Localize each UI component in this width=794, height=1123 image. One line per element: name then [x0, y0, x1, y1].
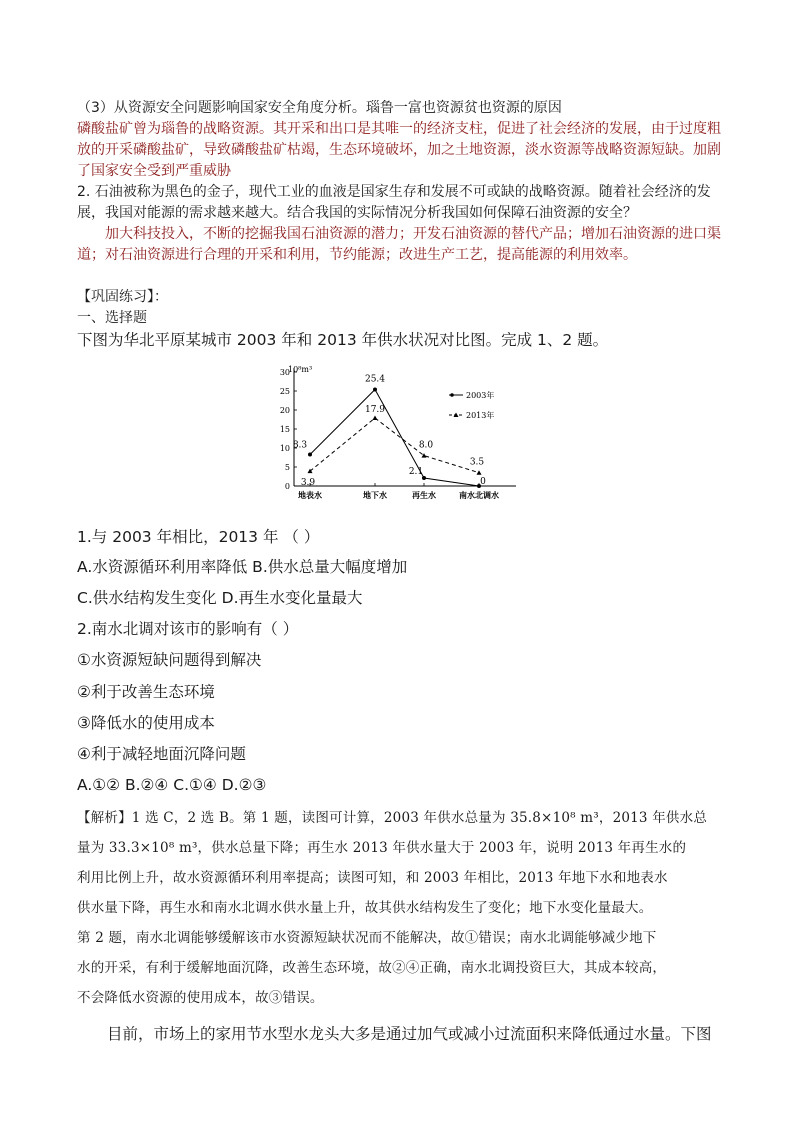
data-label: 25.4	[364, 374, 386, 385]
analysis-line-6: 水的开采，有利于缓解地面沉降，改善生态环境，故②④正确，南水北调投资巨大，其成本较高，	[77, 960, 667, 976]
y-tick-label: 25	[279, 387, 290, 396]
analysis-line-7: 不会降低水资源的使用成本，故③错误。	[77, 990, 324, 1006]
closing-paragraph: 目前，市场上的家用节水型水龙头大多是通过加气或减小过流面积来降低通过水量。下图	[107, 1025, 712, 1043]
data-point-2003	[373, 387, 377, 391]
y-tick-label: 15	[279, 425, 290, 434]
q1-stem: 1.与 2003 年相比，2013 年 （ ）	[77, 528, 320, 546]
section3-answer-line-1: 磷酸盐矿曾为瑙鲁的战略资源。其开采和出口是其唯一的经济支柱，促进了社会经济的发展，由于过度粗	[77, 121, 721, 137]
legend-label: 2003年	[466, 391, 495, 400]
series-line-2013年	[310, 418, 479, 473]
section3-question: （3）从资源安全问题影响国家安全角度分析。瑙鲁一富也资源贫也资源的原因	[77, 100, 562, 116]
y-tick-label: 30	[279, 368, 290, 377]
y-tick-label: 20	[279, 406, 290, 415]
q2-answer-line-1: 加大科技投入，不断的挖掘我国石油资源的潜力；开发石油资源的替代产品；增加石油资源的进口渠	[105, 226, 721, 242]
data-point-2013	[477, 470, 482, 475]
q2-line-2: 展，我国对能源的需求越来越大。结合我国的实际情况分析我国如何保障石油资源的安全？	[77, 205, 637, 221]
q1-options-cd: C.供水结构发生变化 D.再生水变化量最大	[77, 589, 363, 607]
analysis-line-1: 【解析】1 选 C，2 选 B。第 1 题，读图可计算，2003 年供水总量为 35.8×10⁸ m³，2013 年供水总	[77, 810, 708, 826]
chart-intro: 下图为华北平原某城市 2003 年和 2013 年供水状况对比图。完成 1、2 题。	[77, 331, 609, 349]
x-category-label: 地下水	[363, 490, 387, 500]
q2-item-3: ③降低水的使用成本	[77, 714, 215, 732]
x-category-label: 南水北调水	[459, 490, 499, 500]
y-tick-label: 5	[284, 463, 290, 472]
data-label: 3.5	[469, 457, 485, 468]
q2-line-1: 2. 石油被称为黑色的金子，现代工业的血液是国家生存和发展不可或缺的战略资源。随着社会经济的发	[77, 184, 711, 200]
data-label: 8.3	[292, 440, 308, 451]
q2-options: A.①② B.②④ C.①④ D.②③	[77, 776, 267, 794]
analysis-line-5: 第 2 题，南水北调能够缓解该市水资源短缺状况而不能解决，故①错误；南水北调能够减少地下	[77, 930, 657, 946]
x-category-label: 地表水	[298, 490, 322, 500]
analysis-line-4: 供水量下降，再生水和南水北调水供水量上升，故其供水结构发生了变化；地下水变化量最大。	[77, 900, 653, 916]
data-label: 3.9	[300, 478, 316, 489]
q2-item-2: ②利于改善生态环境	[77, 683, 215, 701]
y-unit-label: 10⁸m³	[288, 365, 313, 374]
practice-heading: 【巩固练习】：	[77, 289, 168, 305]
q1-options-ab: A.水资源循环利用率降低 B.供水总量大幅度增加	[77, 558, 408, 576]
data-label: 2.1	[408, 467, 424, 478]
legend-label: 2013年	[466, 411, 495, 420]
legend-marker-2003	[450, 393, 454, 397]
data-label: 17.9	[364, 404, 386, 415]
series-line-2003年	[310, 389, 479, 486]
analysis-line-2: 量为 33.3×10⁸ m³，供水总量下降；再生水 2013 年供水量大于 2003 年，说明 2013 年再生水的	[77, 840, 687, 856]
data-point-2003	[308, 452, 312, 456]
section3-answer-line-2: 放的开采磷酸盐矿，导致磷酸盐矿枯竭，生态环境破坏，加之土地资源，淡水资源等战略资源短缺。加剧	[77, 142, 721, 158]
chart-legend	[449, 390, 494, 420]
y-tick-label: 0	[284, 482, 290, 491]
q2-stem: 2.南水北调对该市的影响有（ ）	[77, 620, 299, 638]
y-tick-label: 10	[279, 444, 290, 453]
x-category-label: 再生水	[412, 490, 436, 500]
q2-answer-line-2: 道；对石油资源进行合理的开采和利用，节约能源；改进生产工艺，提高能源的利用效率。	[77, 247, 637, 263]
water-supply-chart	[268, 364, 530, 510]
data-label: 0	[480, 477, 486, 487]
section3-answer-line-3: 了国家安全受到严重威胁	[77, 163, 231, 179]
section-title: 一、选择题	[77, 310, 147, 326]
q2-item-1: ①水资源短缺问题得到解决	[77, 651, 262, 669]
q2-item-4: ④利于减轻地面沉降问题	[77, 745, 246, 763]
data-label: 8.0	[418, 440, 434, 451]
data-point-2013	[373, 415, 378, 420]
analysis-line-3: 利用比例上升，故水资源循环利用率提高；读图可知，和 2003 年相比，2013 年地下水和地表水	[77, 870, 668, 886]
chart-marks	[293, 374, 486, 488]
